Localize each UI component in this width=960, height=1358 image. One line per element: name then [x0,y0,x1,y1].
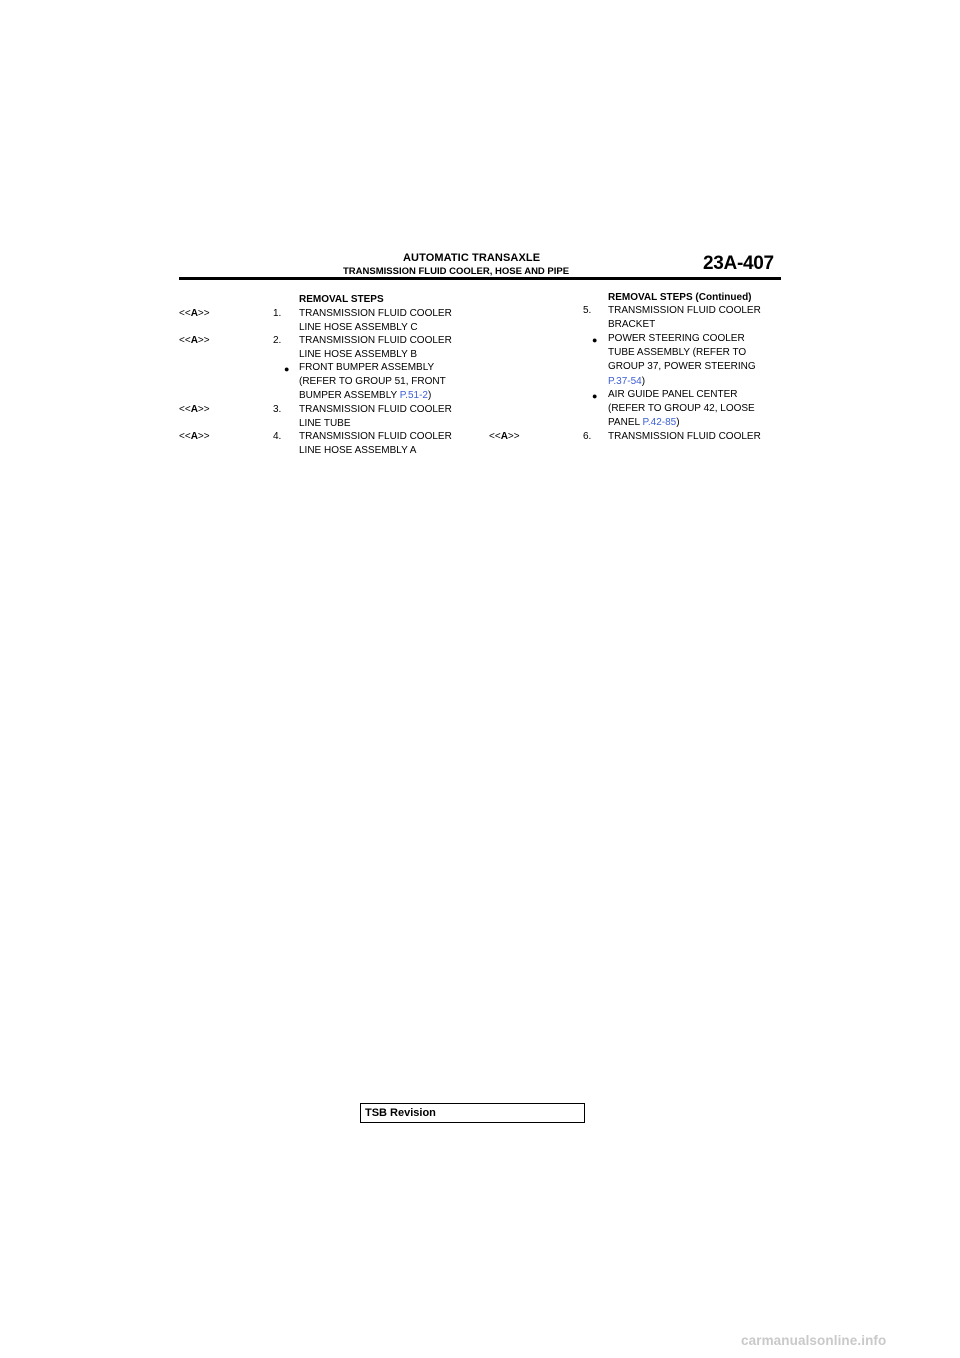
step-ref[interactable]: <<A>> [179,335,210,346]
step-text-line2: (REFER TO GROUP 51, FRONT [299,376,446,387]
step-text-line3: GROUP 37, POWER STEERING [608,361,756,372]
step-text-line1: TRANSMISSION FLUID COOLER [299,404,452,415]
step-text-line1: FRONT BUMPER ASSEMBLY [299,362,435,373]
step-text-line1: TRANSMISSION FLUID COOLER [299,335,452,346]
step-number: 6. [583,431,592,442]
step-text-line1: AIR GUIDE PANEL CENTER [608,389,738,400]
step-text-line2: TUBE ASSEMBLY (REFER TO [608,347,747,358]
step-ref[interactable]: <<A>> [179,308,210,319]
step-text-line1: TRANSMISSION FLUID COOLER [608,431,761,442]
page-number: 23A-407 [703,253,774,274]
header-rule [179,277,781,280]
step-ref[interactable]: <<A>> [179,431,210,442]
right-column-title: REMOVAL STEPS (Continued) [608,292,752,303]
step-text-line2: LINE HOSE ASSEMBLY C [299,322,418,333]
step-text-line4: P.37-54) [608,376,646,387]
step-text-line3: BUMPER ASSEMBLY P.51-2) [299,390,432,401]
bullet-icon: ● [592,335,598,345]
step-number: 3. [273,404,282,415]
step-text-line3: PANEL P.42-85) [608,417,680,428]
step-number: 5. [583,305,592,316]
step-text-line2: BRACKET [608,319,656,330]
step-ref[interactable]: <<A>> [489,431,520,442]
section-title: AUTOMATIC TRANSAXLE [403,252,541,264]
step-ref[interactable]: <<A>> [179,404,210,415]
bullet-icon: ● [284,364,290,374]
page-link[interactable]: P.37-54 [608,376,642,387]
tsb-revision-box [360,1103,585,1123]
step-text-line2: (REFER TO GROUP 42, LOOSE [608,403,755,414]
step-text-line1: POWER STEERING COOLER [608,333,745,344]
step-number: 1. [273,308,282,319]
step-number: 4. [273,431,282,442]
step-text-line1: TRANSMISSION FLUID COOLER [299,308,452,319]
tsb-revision-label: TSB Revision [365,1107,436,1119]
bullet-icon: ● [592,391,598,401]
watermark: carmanualsonline.info [741,1333,887,1348]
step-text-line1: TRANSMISSION FLUID COOLER [608,305,761,316]
step-text-line2: LINE TUBE [299,418,351,429]
subsection-title: TRANSMISSION FLUID COOLER, HOSE AND PIPE [343,266,570,277]
step-text-line2: LINE HOSE ASSEMBLY B [299,349,418,360]
page-link[interactable]: P.51-2 [399,390,428,401]
step-number: 2. [273,335,282,346]
left-column-title: REMOVAL STEPS [299,294,384,305]
step-text-line2: LINE HOSE ASSEMBLY A [299,445,417,456]
page-link[interactable]: P.42-85 [642,417,677,428]
step-text-line1: TRANSMISSION FLUID COOLER [299,431,452,442]
